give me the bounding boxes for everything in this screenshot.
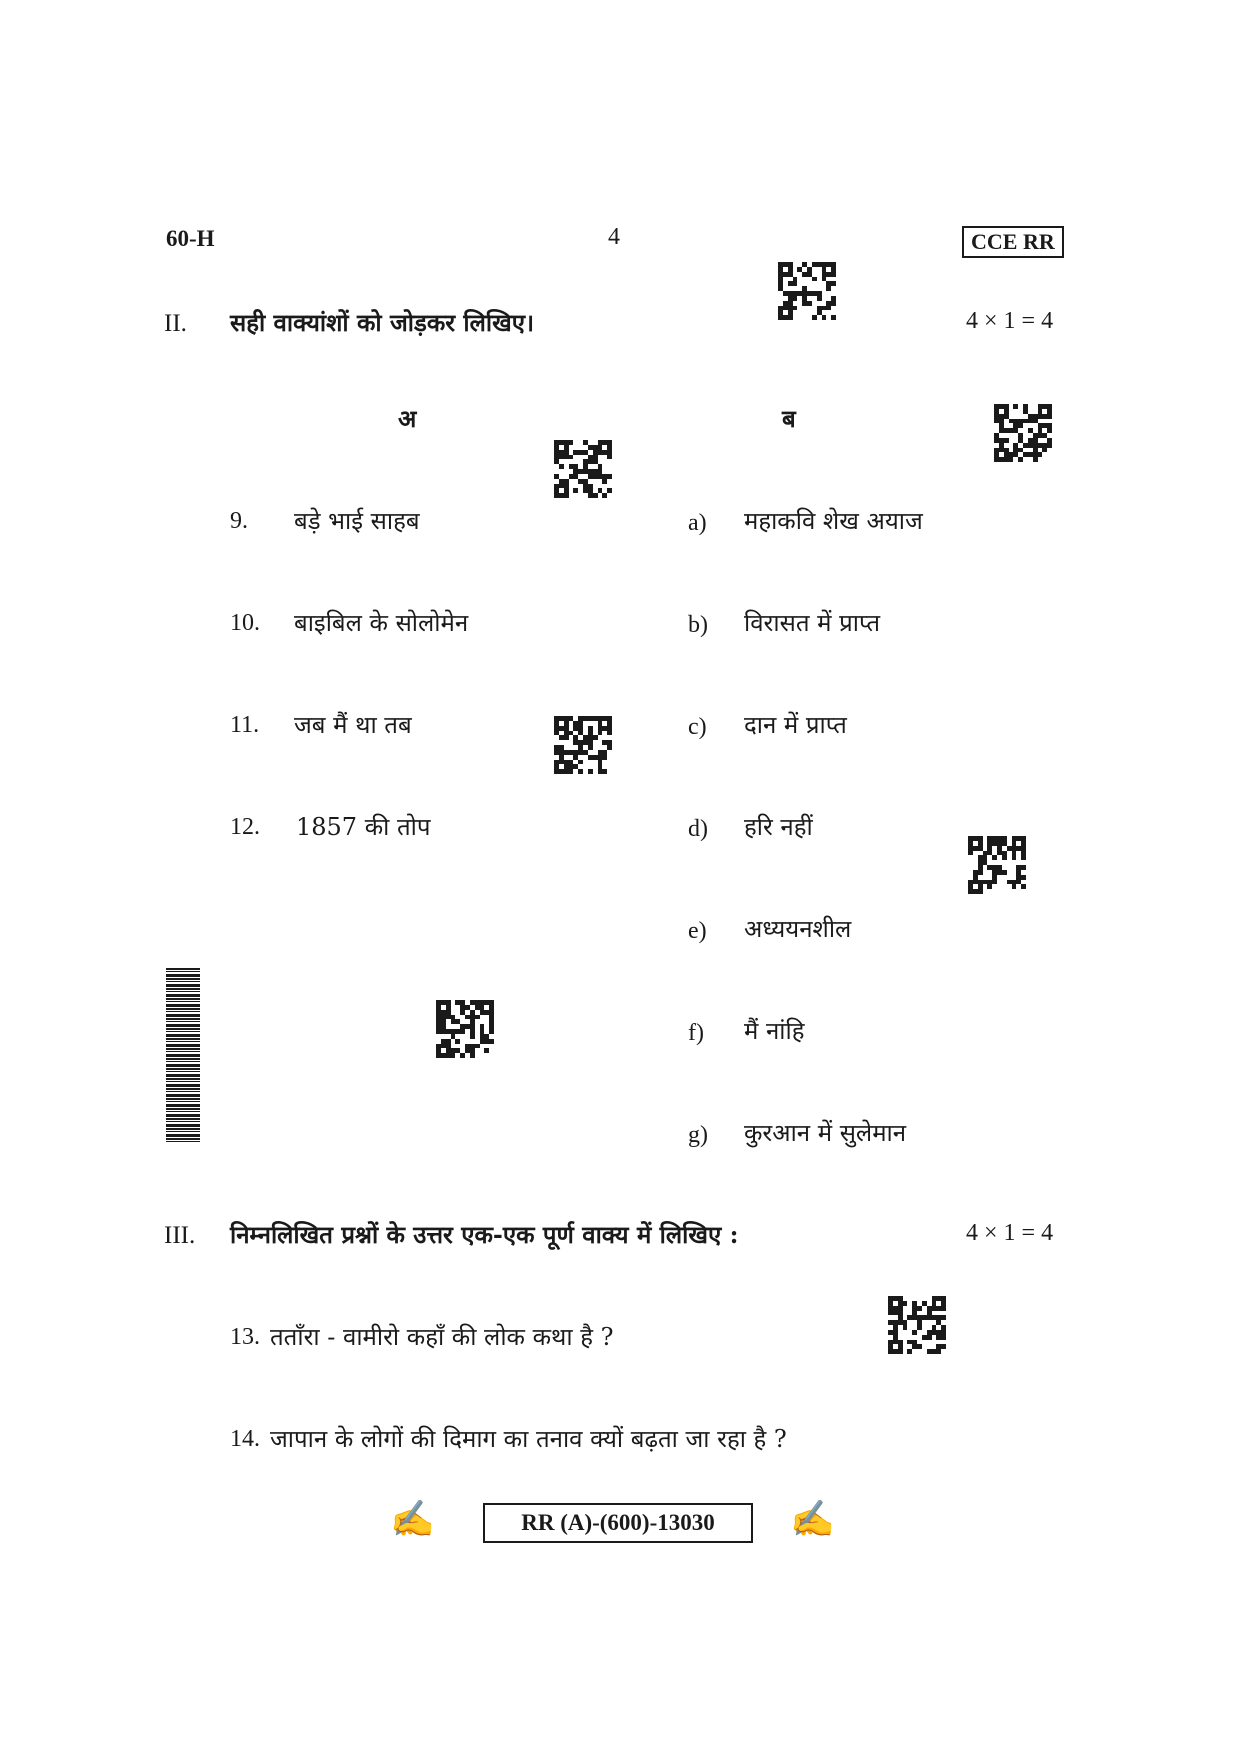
col-b-item-key: a) <box>688 510 707 536</box>
col-b-item-key: c) <box>688 714 707 740</box>
qr-code-icon <box>994 404 1052 462</box>
qr-code-icon <box>554 440 612 498</box>
question-text: जापान के लोगों की दिमाग का तनाव क्यों बढ़ता जा रहा है ? <box>270 1425 787 1453</box>
col-b-item-key: d) <box>688 816 708 842</box>
col-b-item-text: कुरआन में सुलेमान <box>744 1119 907 1147</box>
col-b-item-text: महाकवि शेख अयाज <box>744 507 923 535</box>
series-box: CCE RR <box>962 226 1064 258</box>
section-3-marks: 4 × 1 = 4 <box>966 1220 1054 1246</box>
page-number: 4 <box>608 224 620 250</box>
col-a-item-text: बड़े भाई साहब <box>294 507 420 535</box>
col-b-item-text: दान में प्राप्त <box>744 711 847 739</box>
section-3-number: III. <box>164 1222 196 1249</box>
section-2-title: सही वाक्यांशों को जोड़कर लिखिए। <box>230 308 535 337</box>
section-2-marks: 4 × 1 = 4 <box>966 308 1054 334</box>
question-text: तताँरा - वामीरो कहाँ की लोक कथा है ? <box>270 1323 614 1351</box>
col-a-item-text: 1857 की तोप <box>296 813 431 841</box>
barcode-icon <box>166 968 200 1142</box>
col-a-item-text: बाइबिल के सोलोमेन <box>294 609 469 637</box>
footer-code-box: RR (A)-(600)-13030 <box>483 1503 753 1543</box>
col-a-item-number: 11. <box>230 712 260 738</box>
writing-hand-icon: ✍ <box>390 1499 435 1540</box>
section-3-title: निम्नलिखित प्रश्नों के उत्तर एक-एक पूर्ण वाक्य में लिखिए : <box>230 1220 739 1249</box>
writing-hand-icon: ✍ <box>790 1499 835 1540</box>
col-a-item-number: 10. <box>230 610 260 636</box>
qr-code-icon <box>968 836 1026 894</box>
section-2-number: II. <box>164 310 187 337</box>
col-b-item-key: b) <box>688 612 708 638</box>
qr-code-icon <box>888 1296 946 1354</box>
column-a-heading: अ <box>398 404 417 433</box>
col-b-item-key: g) <box>688 1122 708 1148</box>
qr-code-icon <box>554 716 612 774</box>
col-a-item-number: 12. <box>230 814 260 840</box>
col-b-item-key: f) <box>688 1020 704 1046</box>
question-number: 13. <box>230 1324 260 1350</box>
col-a-item-text: जब मैं था तब <box>294 711 412 739</box>
col-b-item-text: हरि नहीं <box>744 813 813 841</box>
col-b-item-text: मैं नांहि <box>744 1017 805 1045</box>
qr-code-icon <box>778 262 836 320</box>
col-b-item-key: e) <box>688 918 707 944</box>
col-a-item-number: 9. <box>230 508 248 534</box>
column-b-heading: ब <box>782 404 796 433</box>
col-b-item-text: विरासत में प्राप्त <box>744 609 881 637</box>
col-b-item-text: अध्ययनशील <box>744 915 852 943</box>
question-number: 14. <box>230 1426 260 1452</box>
qr-code-icon <box>436 1000 494 1058</box>
paper-code: 60-H <box>166 226 215 251</box>
